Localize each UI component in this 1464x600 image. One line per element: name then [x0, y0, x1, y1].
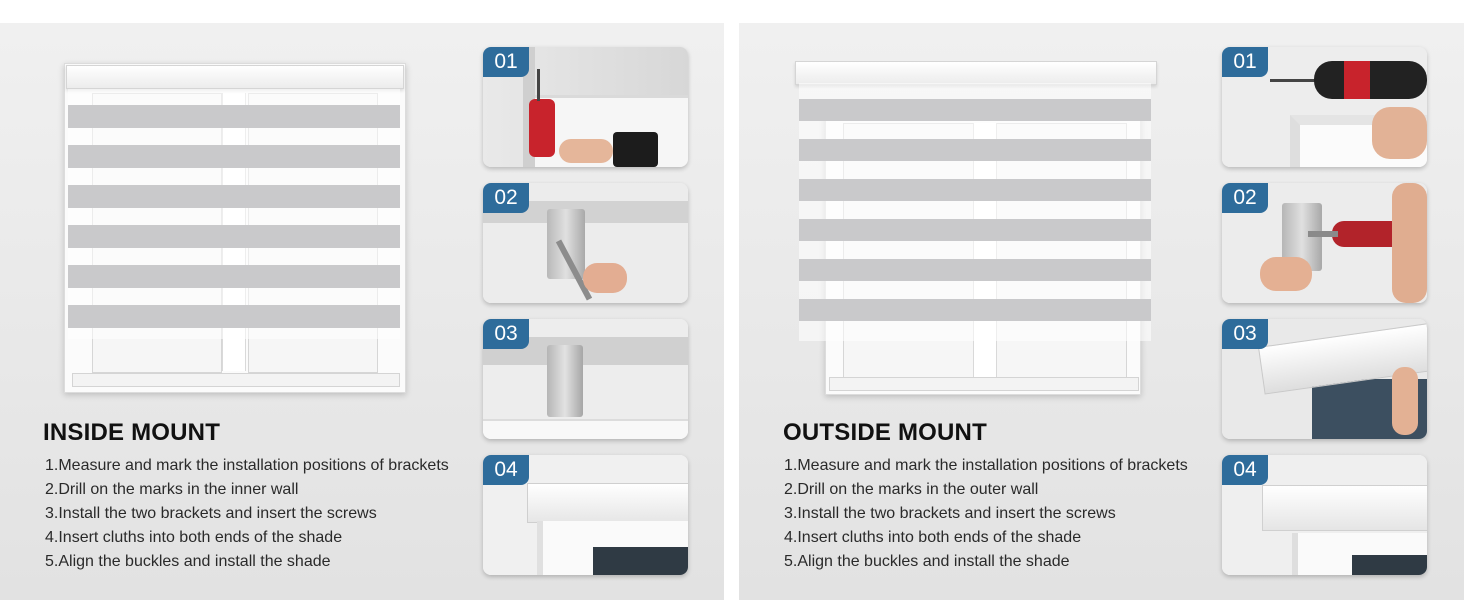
shade-stripe	[68, 105, 400, 128]
instruction-step: 3.Install the two brackets and insert the screws	[784, 505, 1116, 522]
instruction-step: 4.Insert cluths into both ends of the shade	[45, 529, 343, 546]
step-badge: 02	[1222, 183, 1268, 213]
shade-stripe	[799, 139, 1151, 161]
step-badge: 01	[483, 47, 529, 77]
step-badge: 03	[483, 319, 529, 349]
instruction-step: 2.Drill on the marks in the inner wall	[45, 481, 299, 498]
inside-mount-window-illustration	[64, 63, 406, 393]
outside-mount-panel	[739, 23, 1464, 600]
outside-instructions-list	[784, 454, 1188, 574]
shade-stripe	[799, 259, 1151, 281]
outside-step-2-image	[1222, 183, 1427, 303]
shade-stripe	[799, 99, 1151, 121]
shade-stripe	[68, 185, 400, 208]
drill-icon	[529, 99, 555, 157]
shade-stripe	[799, 219, 1151, 241]
shade-stripe	[68, 145, 400, 168]
outside-step-4-image	[1222, 455, 1427, 575]
instruction-step: 5.Align the buckles and install the shade	[45, 553, 331, 570]
inside-step-2-image	[483, 183, 688, 303]
outside-step-3-image	[1222, 319, 1427, 439]
shade-cassette	[795, 61, 1157, 85]
shade-stripe	[68, 225, 400, 248]
window-sill	[72, 373, 400, 387]
step-badge: 01	[1222, 47, 1268, 77]
step-badge: 04	[483, 455, 529, 485]
outside-step-1-image	[1222, 47, 1427, 167]
inside-mount-title: INSIDE MOUNT	[43, 419, 221, 446]
outside-mount-window-illustration	[809, 75, 1157, 395]
instruction-step: 3.Install the two brackets and insert the screws	[45, 505, 377, 522]
shade-stripe	[799, 299, 1151, 321]
instruction-step: 1.Measure and mark the installation positions of brackets	[784, 457, 1188, 474]
instruction-step: 5.Align the buckles and install the shade	[784, 553, 1070, 570]
instruction-step: 2.Drill on the marks in the outer wall	[784, 481, 1039, 498]
step-badge: 03	[1222, 319, 1268, 349]
shade-stripe	[68, 305, 400, 328]
inside-mount-panel	[0, 23, 724, 600]
inside-instructions-list	[45, 454, 449, 574]
bracket-icon	[547, 209, 585, 279]
inside-step-1-image	[483, 47, 688, 167]
instruction-step: 4.Insert cluths into both ends of the shade	[784, 529, 1082, 546]
inside-step-4-image	[483, 455, 688, 575]
shade-stripe	[799, 179, 1151, 201]
drill-icon	[1314, 61, 1427, 99]
outside-mount-title: OUTSIDE MOUNT	[783, 419, 987, 446]
shade-stripe	[68, 265, 400, 288]
instruction-step: 1.Measure and mark the installation positions of brackets	[45, 457, 449, 474]
inside-step-3-image	[483, 319, 688, 439]
step-badge: 02	[483, 183, 529, 213]
step-badge: 04	[1222, 455, 1268, 485]
bracket-icon	[547, 345, 583, 417]
window-sill	[829, 377, 1139, 391]
shade-cassette	[66, 65, 404, 89]
